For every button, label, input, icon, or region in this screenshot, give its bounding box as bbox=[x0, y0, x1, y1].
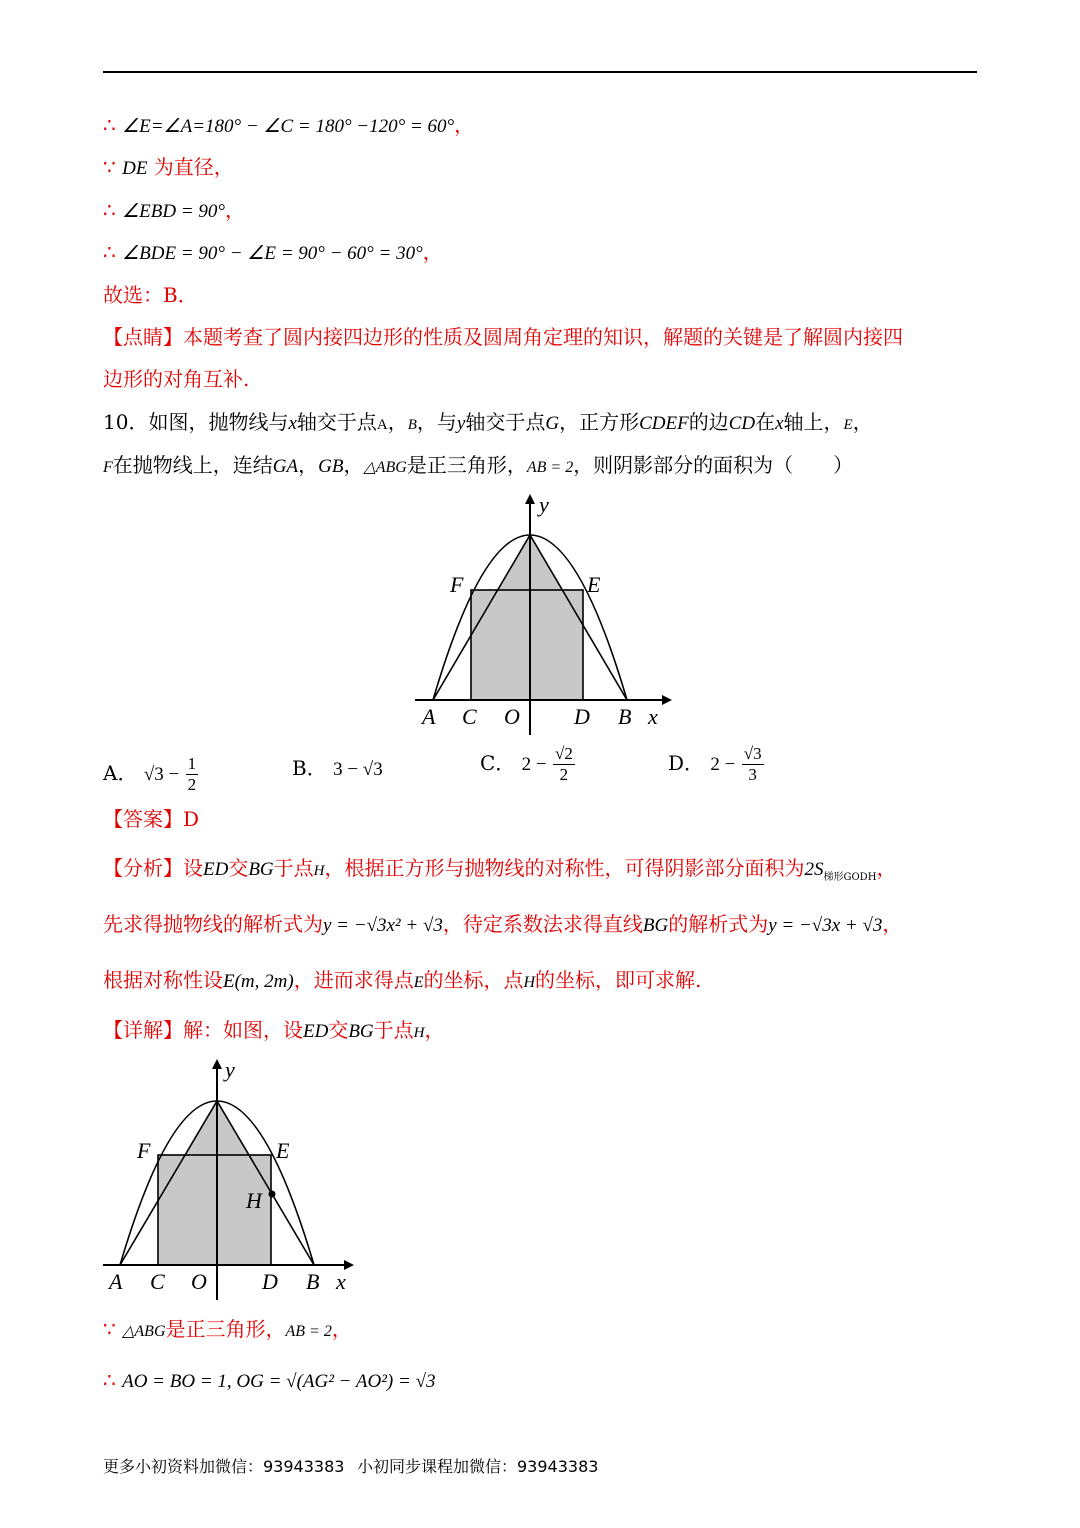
choice-a[interactable] bbox=[103, 754, 198, 795]
fraction bbox=[553, 744, 575, 785]
q-math: △ABG bbox=[363, 459, 407, 476]
q-text: 是正三角形， bbox=[406, 453, 527, 477]
s-math: AO = BO = 1, OG = √(AG² − AO²) = √3 bbox=[122, 1371, 436, 1392]
a-text: 根据对称性设 bbox=[103, 968, 223, 992]
a-text: ，进而求得点 bbox=[293, 968, 414, 992]
figure-parabola-2 bbox=[100, 1055, 360, 1305]
a-math: E(m, 2m) bbox=[223, 971, 294, 992]
q-text: 轴交于点 bbox=[465, 410, 546, 434]
q-math: CDEF bbox=[639, 413, 689, 434]
line-7: 边形的对角互补. bbox=[103, 367, 250, 391]
point-h bbox=[269, 1191, 276, 1198]
choice-label: C． bbox=[480, 751, 516, 775]
header-rule bbox=[103, 71, 977, 73]
solution-line-1 bbox=[103, 1315, 352, 1346]
choice-label: A． bbox=[103, 761, 138, 785]
label-x: x bbox=[648, 704, 658, 729]
line-4 bbox=[103, 238, 443, 268]
fraction bbox=[742, 744, 764, 785]
a-math: y = −√3x² + √3 bbox=[323, 915, 443, 936]
a-math: H bbox=[523, 974, 536, 991]
a-text: 设 bbox=[183, 856, 203, 880]
choice-expr: √3 − bbox=[143, 764, 180, 785]
punct: ， bbox=[224, 198, 245, 222]
label-x: x bbox=[336, 1269, 346, 1294]
a-text: ，待定系数法求得直线 bbox=[442, 912, 643, 936]
a-text: 于点 bbox=[273, 856, 314, 880]
q-math: GB bbox=[318, 456, 344, 477]
a-text: ，根据正方形与抛物线的对称性，可得阴影部分面积为 bbox=[324, 856, 805, 880]
d-text: ， bbox=[424, 1018, 445, 1042]
choice-label: D． bbox=[668, 751, 705, 775]
q-text: 的边 bbox=[688, 410, 729, 434]
q-math: G bbox=[545, 413, 560, 434]
s-text: 是正三角形， bbox=[165, 1317, 286, 1341]
label-b: B bbox=[618, 704, 632, 729]
label-o: O bbox=[504, 704, 520, 729]
q-math: B bbox=[407, 417, 417, 433]
because-symbol: ∵ bbox=[103, 155, 116, 179]
q-text: 轴交于点 bbox=[296, 410, 377, 434]
numerator: √3 bbox=[743, 744, 762, 763]
math-expression: ∠EBD = 90° bbox=[122, 201, 225, 222]
a-text: 的坐标，即可求解. bbox=[535, 968, 702, 992]
numerator: √2 bbox=[555, 744, 573, 763]
line-text: 为直径， bbox=[153, 155, 234, 179]
q-text: ，则阴影部分的面积为（ ） bbox=[573, 453, 854, 477]
label-e: E bbox=[587, 572, 601, 597]
solution-line-2 bbox=[103, 1366, 436, 1396]
because-symbol: ∵ bbox=[103, 1317, 116, 1341]
line-2 bbox=[103, 153, 234, 183]
denominator: 2 bbox=[559, 765, 569, 784]
line-6: 【点睛】本题考查了圆内接四边形的性质及圆周角定理的知识，解题的关键是了解圆内接四 bbox=[103, 325, 903, 349]
q-text: 在抛物线上，连结 bbox=[112, 453, 273, 477]
area-subscript: 梯形GODH bbox=[823, 872, 877, 883]
label-o: O bbox=[191, 1269, 207, 1294]
q-text: 10．如图，抛物线与 bbox=[103, 410, 289, 434]
y-arrow-icon bbox=[525, 494, 535, 504]
answer-tag: 【答案】 bbox=[103, 807, 183, 831]
a-text: ， bbox=[876, 856, 897, 880]
answer-line bbox=[103, 805, 199, 833]
d-math: BG bbox=[348, 1021, 374, 1042]
label-y: y bbox=[539, 492, 549, 517]
label-y: y bbox=[225, 1057, 235, 1082]
numerator: 1 bbox=[187, 754, 197, 773]
q-math: E bbox=[843, 417, 853, 433]
math-expression: ∠E=∠A=180° − ∠C = 180° −120° = 60° bbox=[122, 116, 455, 137]
q-math: AB = 2 bbox=[526, 459, 574, 476]
q-text: ， bbox=[343, 453, 364, 477]
analysis-line-2 bbox=[103, 910, 902, 940]
punct: ， bbox=[422, 240, 443, 264]
a-math: 2S bbox=[804, 859, 824, 880]
d-text: 于点 bbox=[373, 1018, 414, 1042]
therefore-symbol: ∴ bbox=[103, 1368, 116, 1392]
s-math: AB = 2 bbox=[285, 1323, 332, 1340]
analysis-tag: 【分析】 bbox=[103, 856, 183, 880]
choice-label: B． bbox=[292, 756, 327, 780]
q-math: A bbox=[376, 417, 388, 433]
label-d: D bbox=[262, 1269, 278, 1294]
q-math: F bbox=[103, 459, 113, 476]
therefore-symbol: ∴ bbox=[103, 240, 116, 264]
label-d: D bbox=[574, 704, 590, 729]
a-text: 先求得抛物线的解析式为 bbox=[103, 912, 323, 936]
a-math: BG bbox=[642, 915, 669, 936]
d-math: H bbox=[413, 1025, 425, 1041]
d-text: 解：如图，设 bbox=[183, 1018, 303, 1042]
label-f: F bbox=[137, 1138, 151, 1163]
label-c: C bbox=[462, 704, 477, 729]
label-a: A bbox=[422, 704, 436, 729]
question-line-2 bbox=[103, 451, 853, 482]
line-1 bbox=[103, 111, 474, 141]
a-text: 的解析式为 bbox=[668, 912, 769, 936]
a-math: y = −√3x + √3 bbox=[768, 915, 883, 936]
denominator: 3 bbox=[748, 765, 757, 784]
denominator: 2 bbox=[187, 775, 197, 794]
a-text: 交 bbox=[228, 856, 249, 880]
q-text: ，与 bbox=[416, 410, 457, 434]
detail-tag: 【详解】 bbox=[103, 1018, 183, 1042]
s-text: ， bbox=[331, 1317, 352, 1341]
shaded-region bbox=[471, 535, 583, 700]
fraction bbox=[186, 754, 199, 795]
choice-expr: 3 − √3 bbox=[333, 759, 383, 780]
q-text: ， bbox=[387, 410, 408, 434]
y-arrow-icon bbox=[212, 1059, 222, 1069]
q-text: 在 bbox=[755, 410, 776, 434]
label-b: B bbox=[306, 1269, 320, 1294]
footer-right: 小初同步课程加微信：93943383 bbox=[357, 1457, 599, 1476]
answer-value: D bbox=[183, 807, 200, 831]
q-math: x bbox=[288, 413, 297, 434]
analysis-line-1 bbox=[103, 854, 896, 892]
label-h: H bbox=[246, 1188, 262, 1213]
therefore-symbol: ∴ bbox=[103, 113, 116, 137]
q-math: GA bbox=[272, 456, 299, 477]
d-text: 交 bbox=[328, 1018, 349, 1042]
a-text: 的坐标，点 bbox=[423, 968, 524, 992]
x-arrow-icon bbox=[662, 695, 672, 705]
q-text: ， bbox=[298, 453, 319, 477]
math-expression: DE bbox=[122, 158, 148, 179]
q-text: ，正方形 bbox=[559, 410, 640, 434]
label-f: F bbox=[450, 572, 464, 597]
q-math: y bbox=[456, 413, 466, 434]
footer-left: 更多小初资料加微信：93943383 bbox=[103, 1457, 345, 1476]
q-text: ， bbox=[852, 410, 873, 434]
choice-expr: 2 − bbox=[710, 754, 736, 775]
math-expression: ∠BDE = 90° − ∠E = 90° − 60° = 30° bbox=[122, 243, 423, 264]
a-math: E bbox=[413, 974, 424, 991]
question-line-1 bbox=[103, 408, 873, 439]
analysis-line-3 bbox=[103, 966, 701, 997]
q-math: CD bbox=[728, 413, 756, 434]
punct: ， bbox=[454, 113, 475, 137]
d-math: ED bbox=[303, 1021, 329, 1042]
s-math: △ABG bbox=[122, 1323, 166, 1340]
q-text: 轴上， bbox=[783, 410, 844, 434]
detail-line bbox=[103, 1016, 445, 1047]
a-math: BG bbox=[248, 859, 274, 880]
figure-parabola-1 bbox=[400, 490, 680, 735]
label-c: C bbox=[150, 1269, 165, 1294]
choice-c[interactable] bbox=[480, 744, 575, 785]
choice-expr: 2 − bbox=[521, 754, 547, 775]
choice-d[interactable] bbox=[668, 744, 764, 785]
choice-b[interactable] bbox=[292, 754, 383, 784]
line-3 bbox=[103, 196, 245, 226]
a-text: ， bbox=[882, 912, 903, 936]
q-math: x bbox=[775, 413, 784, 434]
line-5: 故选：B． bbox=[103, 283, 198, 307]
therefore-symbol: ∴ bbox=[103, 198, 116, 222]
a-math: H bbox=[313, 863, 325, 879]
label-e: E bbox=[276, 1138, 290, 1163]
label-a: A bbox=[109, 1269, 123, 1294]
a-math: ED bbox=[203, 859, 229, 880]
